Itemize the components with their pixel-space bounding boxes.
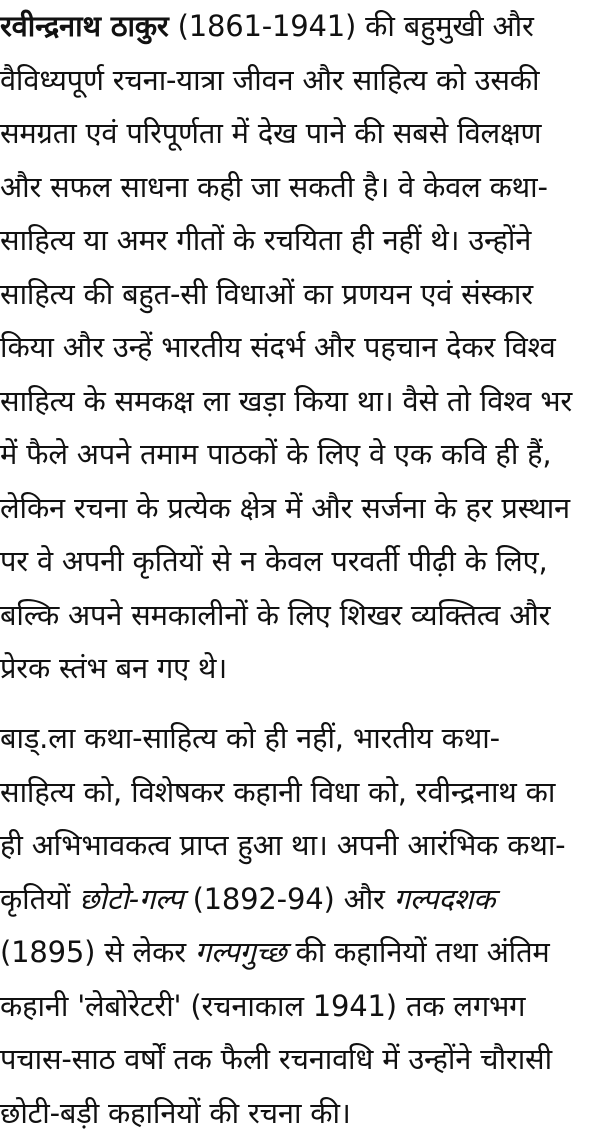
- paragraph-1-line-1: [0, 0, 600, 54]
- paragraph-2-line-4: [0, 873, 600, 927]
- book-title-galpdashak: गल्पदशक: [393, 881, 496, 916]
- book-title-galpguchh: गल्पगुच्छ: [194, 935, 287, 969]
- paragraph-1-line-7: किया और उन्हें भारतीय संदर्भ और पहचान देकर विश्व: [0, 330, 556, 364]
- line-text: की कहानियों तथा अंतिम: [286, 935, 550, 969]
- paragraph-2-line-5: [0, 926, 600, 980]
- paragraph-2-line-8: छोटी-बड़ी कहानियों की रचना की।: [0, 1095, 351, 1130]
- paragraph-1-line-9: में फैले अपने तमाम पाठकों के लिए वे एक कवि ही हैं,: [0, 437, 552, 471]
- paragraph-1-line-12: बल्कि अपने समकालीनों के लिए शिखर व्यक्तित्व और: [0, 597, 551, 632]
- paragraph-1-line-4: और सफल साधना कही जा सकती है। वे केवल कथा-: [0, 169, 548, 204]
- paragraph-1-line-5: साहित्य या अमर गीतों के रचयिता ही नहीं थे। उन्होंने: [0, 223, 532, 257]
- line-text: (1895) से लेकर: [0, 935, 195, 969]
- paragraph-1-line-2: वैविध्यपूर्ण रचना-यात्रा जीवन और साहित्य को उसकी: [0, 62, 540, 97]
- paragraph-1-line-3: समग्रता एवं परिपूर्णता में देख पाने की सबसे विलक्षण: [0, 116, 542, 150]
- paragraph-1-line-10: लेकिन रचना के प्रत्येक क्षेत्र में और सर्जना के हर प्रस्थान: [0, 490, 570, 525]
- paragraph-1-line-8: साहित्य के समकक्ष ला खड़ा किया था। वैसे तो विश्व भर: [0, 383, 573, 418]
- paragraph-2-line-3: ही अभिभावकत्व प्राप्त हुआ था। अपनी आरंभिक कथा-: [0, 828, 566, 862]
- paragraph-2-line-1: बाड्.ला कथा-साहित्य को ही नहीं, भारतीय कथा-: [0, 721, 500, 755]
- paragraph-1-line-11: पर वे अपनी कृतियों से न केवल परवर्ती पीढ़ी के लिए,: [0, 544, 548, 578]
- author-name: रवीन्द्रनाथ ठाकुर: [0, 9, 169, 43]
- line-text: कृतियों: [0, 881, 80, 916]
- paragraph-1-line-13: प्रेरक स्तंभ बन गए थे।: [0, 651, 228, 685]
- book-title-choto-galp: छोटो-गल्प: [79, 881, 184, 916]
- paragraph-2: [0, 712, 600, 1140]
- paragraph-1-line-6: साहित्य की बहुत-सी विधाओं का प्रणयन एवं संस्कार: [0, 276, 533, 311]
- paragraph-2-line-7: पचास-साठ वर्षों तक फैली रचनावधि में उन्होंने चौरासी: [0, 1042, 552, 1076]
- line-text: (1861-1941) की बहुमुखी और: [168, 9, 534, 43]
- line-text: (1892-94) और: [183, 881, 394, 916]
- paragraph-2-line-2: साहित्य को, विशेषकर कहानी विधा को, रवीन्द्रनाथ का: [0, 774, 556, 809]
- paragraph-2-line-6: कहानी 'लेबोरेटरी' (रचनाकाल 1941) तक लगभग: [0, 988, 526, 1023]
